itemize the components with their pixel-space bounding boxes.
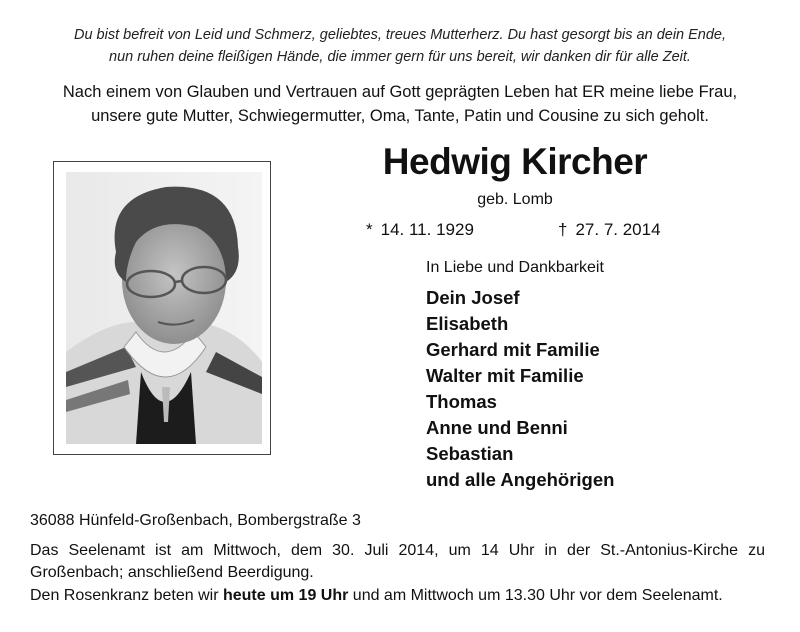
death-date: 27. 7. 2014: [575, 220, 661, 239]
rosary-text-before: Den Rosenkranz beten wir: [30, 587, 223, 604]
mourner-name: Elisabeth: [426, 313, 509, 334]
birth-date: 14. 11. 1929: [380, 220, 474, 239]
address: 36088 Hünfeld-Großenbach, Bombergstraße 3: [30, 512, 361, 529]
mourner-name: Anne und Benni: [426, 417, 568, 438]
thanks-line: In Liebe und Dankbarkeit: [426, 259, 604, 276]
death-date-line: [558, 219, 669, 241]
rosary-time: heute um 19 Uhr: [222, 587, 349, 604]
verse: [30, 24, 770, 68]
mourner-name: Dein Josef: [426, 287, 520, 308]
verse-line-1: Du bist befreit von Leid und Schmerz, geliebtes, treues Mutterherz. Du hast gesorgt bis an dein Ende,: [73, 27, 727, 43]
verse-line-2: nun ruhen deine fleißigen Hände, die immer gern für uns bereit, wir danken dir für alle Zeit.: [109, 49, 691, 65]
intro-text: [20, 80, 780, 128]
rosary-notice: [30, 585, 723, 607]
service-notice: Das Seelenamt ist am Mittwoch, dem 30. Juli 2014, um 14 Uhr in der St.-Antonius-Kirche zu Großenbach; anschließend Beerdigung.: [30, 542, 765, 581]
mourners-list: [426, 285, 614, 493]
mourner-name: Sebastian: [426, 443, 514, 464]
rosary-text-after: und am Mittwoch um 13.30 Uhr vor dem Seelenamt.: [348, 587, 723, 604]
death-cross-icon: †: [558, 220, 568, 239]
intro-line-2: unsere gute Mutter, Schwiegermutter, Oma, Tante, Patin und Cousine zu sich geholt.: [91, 107, 709, 125]
intro-line-1: Nach einem von Glauben und Vertrauen auf Gott geprägten Leben hat ER meine liebe Frau,: [62, 83, 738, 101]
birth-star-icon: *: [366, 220, 373, 239]
mourner-name: Walter mit Familie: [426, 365, 584, 386]
mourner-name: Gerhard mit Familie: [426, 339, 600, 360]
birth-date-line: [366, 219, 482, 241]
mourner-name: und alle Angehörigen: [426, 469, 615, 490]
mourner-name: Thomas: [426, 391, 497, 412]
portrait-photo: [66, 172, 262, 444]
maiden-name: geb. Lomb: [477, 191, 553, 208]
deceased-name: Hedwig Kircher: [382, 141, 648, 182]
